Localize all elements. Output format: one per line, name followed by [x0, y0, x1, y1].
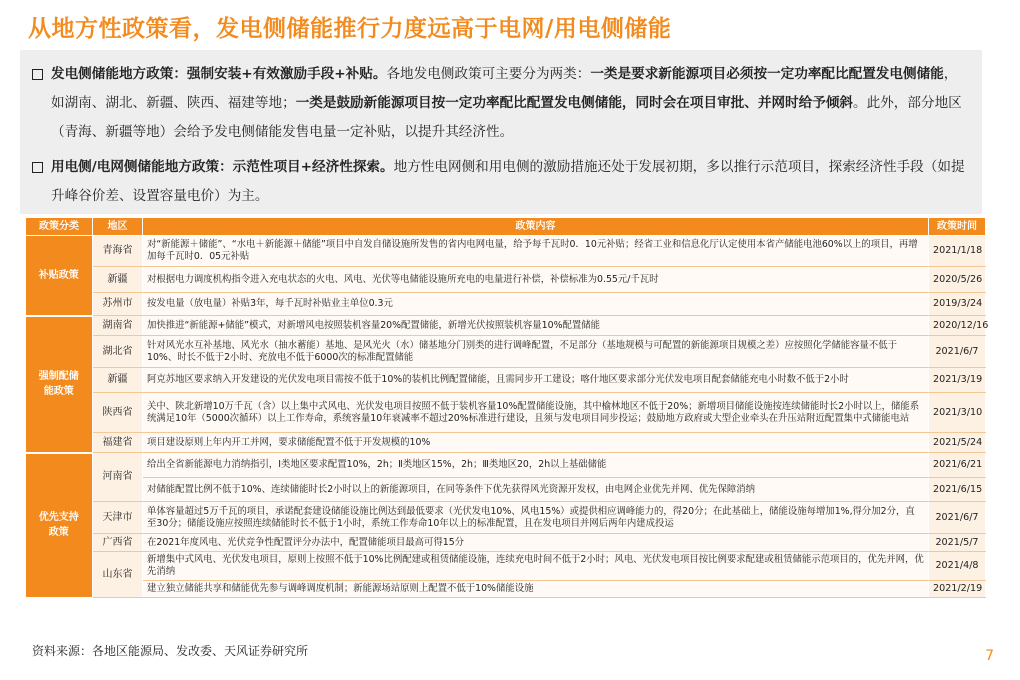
content-cell: 建立独立储能共享和储能优先参与调峰调度机制；新能源场站原则上配置不低于10%储能设施: [143, 581, 929, 598]
intro-segment: 地方性电网侧和用电侧的激励措施还处于发展初期，多以推行示范项目，探索经济性手段（如提升峰谷价差、设置容量电价）为主。: [51, 159, 965, 204]
intro-segment: 各地发电侧政策可主要分为两类：: [386, 66, 591, 82]
content-cell: 对“新能源＋储能”、“水电＋新能源＋储能”项目中自发自储设施所发售的省内电网电量，给予每千瓦时0．10元补贴；经省工业和信息化厅认定使用本省产储能电池60%以上的项目，再增加每千瓦时0．05元补贴: [143, 236, 929, 267]
checkbox-square-icon: [32, 69, 43, 80]
content-cell: 项目建设原则上年内开工并网，要求储能配置不低于开发规模的10%: [143, 433, 929, 453]
date-cell: 2021/5/7: [929, 534, 986, 552]
content-cell: 关中、陕北新增10万千瓦（含）以上集中式风电、光伏发电项目按照不低于装机容量10%配置储能设施，其中榆林地区不低于20%；新增项目储能设施按连续储能时长2小时以上，储能系统满足10年（5000次循环）以上工作寿命，系统容量10年衰减率不超过20%标准进行建设，且须与发电项目同步投运；鼓励地方政府或大型企业牵头在升压站附近配置集中式储能电站: [143, 393, 929, 433]
table-row: [26, 368, 986, 393]
page-number: 7: [985, 648, 994, 664]
table-row: [26, 393, 986, 433]
date-cell: 2019/3/24: [929, 293, 986, 316]
table-row: [26, 433, 986, 453]
date-cell: 2021/6/7: [929, 336, 986, 368]
date-cell: 2021/5/24: [929, 433, 986, 453]
date-cell: 2021/3/10: [929, 393, 986, 433]
table-row: [26, 453, 986, 478]
content-cell: 针对风光水互补基地、风光水（抽水蓄能）基地、是风光火（水）储基地分门别类的进行调峰配置，不足部分（基地规模与可配置的新能源项目规模之差）应按照化学储能容量不低于10%、时长不低于2小时、充放电不低于6000次的标准配置储能: [143, 336, 929, 368]
region-cell: 苏州市: [93, 293, 143, 316]
table-row: [26, 336, 986, 368]
date-cell: 2021/2/19: [929, 581, 986, 598]
header-category: 政策分类: [26, 218, 93, 236]
intro-emphasis: 一类是鼓励新能源项目按一定功率配比配置发电侧储能，同时会在项目审批、并网时给予倾斜: [295, 95, 854, 111]
region-cell: 福建省: [93, 433, 143, 453]
date-cell: 2020/12/16: [929, 316, 986, 336]
intro-bullet-text: [51, 60, 970, 147]
content-cell: 对储能配置比例不低于10%、连续储能时长2小时以上的新能源项目，在同等条件下优先获得风光资源开发权，由电网企业优先并网、优先保障消纳: [143, 478, 929, 502]
category-cell: 强制配储能政策: [26, 316, 93, 453]
date-cell: 2021/1/18: [929, 236, 986, 267]
region-cell: 湖北省: [93, 336, 143, 368]
table-row: [26, 236, 986, 267]
content-cell: 在2021年度风电、光伏竞争性配置评分办法中，配置储能项目最高可得15分: [143, 534, 929, 552]
source-note: 资料来源：各地区能源局、发改委、天风证券研究所: [32, 644, 309, 658]
region-cell: 新疆: [93, 267, 143, 293]
content-cell: 新增集中式风电、光伏发电项目，原则上按照不低于10%比例配建或租赁储能设施，连续充电时间不低于2小时；风电、光伏发电项目按比例要求配建或租赁储能示范项目的，优先并网，优先消纳: [143, 552, 929, 581]
intro-bullet: [32, 153, 970, 211]
intro-emphasis: 用电侧/电网侧储能地方政策：示范性项目+经济性探索。: [51, 159, 394, 175]
region-cell: 湖南省: [93, 316, 143, 336]
content-cell: 对根据电力调度机构指令进入充电状态的火电、风电、光伏等电储能设施所充电的电量进行补偿，补偿标准为0.55元/千瓦时: [143, 267, 929, 293]
date-cell: 2021/6/21: [929, 453, 986, 478]
region-cell: 新疆: [93, 368, 143, 393]
content-cell: 单体容量超过5万千瓦的项目，承诺配套建设储能设施比例达到最低要求（光伏发电10%、风电15%）或提供相应调峰能力的，得20分；在此基础上，储能设施每增加1%,得分加2分，直至30分；储能设施应按照连续储能时长不低于1小时，系统工作寿命10年以上的标准配置，且在发电项目并网后两年内建成投运: [143, 502, 929, 534]
category-cell: 优先支持政策: [26, 453, 93, 598]
intro-emphasis: 发电侧储能地方政策：强制安装+有效激励手段+补贴。: [51, 66, 387, 82]
checkbox-square-icon: [32, 162, 43, 173]
table-row: [26, 502, 986, 534]
header-region: 地区: [93, 218, 143, 236]
date-cell: 2021/6/7: [929, 502, 986, 534]
table-row: [26, 267, 986, 293]
region-cell: 陕西省: [93, 393, 143, 433]
category-cell: 补贴政策: [26, 236, 93, 316]
region-cell: 天津市: [93, 502, 143, 534]
region-cell: 河南省: [93, 453, 143, 502]
intro-bullet: [32, 60, 970, 147]
intro-box: [20, 50, 982, 214]
intro-segment: ，如湖南、湖北、新疆、陕西、福建等地；: [51, 66, 958, 111]
date-cell: 2021/3/19: [929, 368, 986, 393]
table-row: [26, 478, 986, 502]
date-cell: 2020/5/26: [929, 267, 986, 293]
content-cell: 按发电量（放电量）补贴3年，每千瓦时补贴业主单位0.3元: [143, 293, 929, 316]
intro-segment: 。此外，部分地区（青海、新疆等地）会给予发电侧储能发售电量一定补贴，以提升其经济性。: [51, 95, 962, 140]
content-cell: 阿克苏地区要求纳入开发建设的光伏发电项目需按不低于10%的装机比例配置储能，且需同步开工建设；喀什地区要求部分光伏发电项目配套储能充电小时数不低于2小时: [143, 368, 929, 393]
table-row: [26, 316, 986, 336]
table-row: [26, 534, 986, 552]
policy-table: [25, 217, 989, 599]
table-row: [26, 293, 986, 316]
region-cell: 青海省: [93, 236, 143, 267]
intro-bullet-text: [51, 153, 970, 211]
region-cell: 山东省: [93, 552, 143, 598]
content-cell: 给出全省新能源电力消纳指引，Ⅰ类地区要求配置10%，2h；Ⅱ类地区15%，2h；Ⅲ类地区20，2h以上基础储能: [143, 453, 929, 478]
page-title: 从地方性政策看，发电侧储能推行力度远高于电网/用电侧储能: [28, 16, 672, 42]
header-date: 政策时间: [929, 218, 986, 236]
intro-emphasis: 一类是要求新能源项目必须按一定功率配比配置发电侧储能: [590, 66, 944, 82]
header-content: 政策内容: [143, 218, 929, 236]
date-cell: 2021/4/8: [929, 552, 986, 581]
date-cell: 2021/6/15: [929, 478, 986, 502]
table-header-row: [26, 218, 986, 236]
table-row: [26, 581, 986, 598]
content-cell: 加快推进“新能源+储能”模式，对新增风电按照装机容量20%配置储能，新增光伏按照装机容量10%配置储能: [143, 316, 929, 336]
table-row: [26, 552, 986, 581]
region-cell: 广西省: [93, 534, 143, 552]
